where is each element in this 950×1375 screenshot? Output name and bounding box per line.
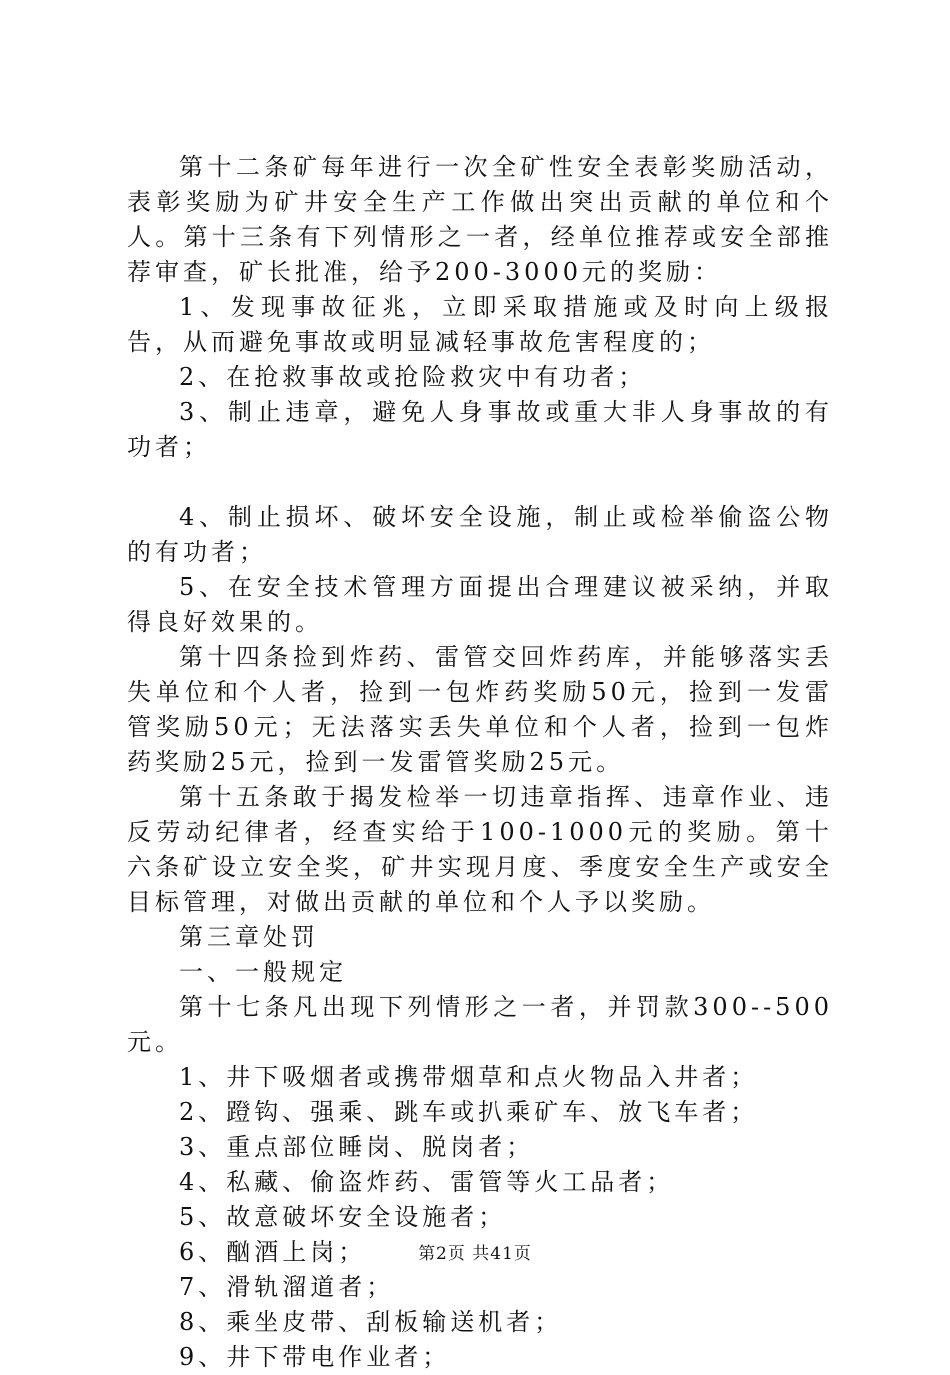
list-item-penalty-2: 2、蹬钩、强乘、跳车或扒乘矿车、放飞车者； xyxy=(179,1098,759,1126)
paragraph-article-12-13: 第十二条矿每年进行一次全矿性安全表彰奖励活动，表彰奖励为矿井安全生产工作做出突出贡献的单位和个人。第十三条有下列情形之一者，经单位推荐或安全部推荐审查，矿长批准，给予200-3000元的奖励： xyxy=(127,153,833,286)
list-item-penalty-4: 4、私藏、偷盗炸药、雷管等火工品者； xyxy=(179,1168,675,1196)
paragraph-article-17: 第十七条凡出现下列情形之一者，并罚款300--500元。 xyxy=(127,993,833,1056)
list-item-penalty-5: 5、故意破坏安全设施者； xyxy=(179,1203,507,1231)
page-number-label: 第2页 共41页 xyxy=(418,1244,532,1264)
list-item-reward-4: 4、制止损坏、破坏安全设施，制止或检举偷盗公物的有功者； xyxy=(127,503,833,566)
chapter-heading: 第三章处罚 xyxy=(179,923,319,951)
list-item-reward-1: 1、发现事故征兆，立即采取措施或及时向上级报告，从而避免事故或明显减轻事故危害程度的； xyxy=(127,293,833,356)
paragraph-article-14: 第十四条捡到炸药、雷管交回炸药库，并能够落实丢失单位和个人者，捡到一包炸药奖励50元，捡到一发雷管奖励50元；无法落实丢失单位和个人者，捡到一包炸药奖励25元，捡到一发雷管奖励25元。 xyxy=(127,643,833,776)
list-item-penalty-8: 8、乘坐皮带、刮板输送机者； xyxy=(179,1308,563,1336)
list-item-penalty-6: 6、酗酒上岗； xyxy=(179,1238,367,1266)
paragraph-article-15-16: 第十五条敢于揭发检举一切违章指挥、违章作业、违反劳动纪律者，经查实给于100-1000元的奖励。第十六条矿设立安全奖，矿井实现月度、季度安全生产或安全目标管理，对做出贡献的单位和个人予以奖励。 xyxy=(127,783,833,916)
list-item-reward-2: 2、在抢救事故或抢险救灾中有功者； xyxy=(179,363,647,391)
document-body xyxy=(127,150,833,1375)
list-item-penalty-9: 9、井下带电作业者； xyxy=(179,1343,451,1371)
list-item-penalty-1: 1、井下吸烟者或携带烟草和点火物品入井者； xyxy=(179,1063,759,1091)
page-footer xyxy=(0,1242,950,1266)
blank-line xyxy=(127,465,833,500)
list-item-reward-3: 3、制止违章，避免人身事故或重大非人身事故的有功者； xyxy=(127,398,833,461)
list-item-penalty-7: 7、滑轨溜道者； xyxy=(179,1273,395,1301)
list-item-penalty-3: 3、重点部位睡岗、脱岗者； xyxy=(179,1133,535,1161)
list-item-reward-5: 5、在安全技术管理方面提出合理建议被采纳，并取得良好效果的。 xyxy=(127,573,833,636)
section-heading: 一、一般规定 xyxy=(179,958,347,986)
